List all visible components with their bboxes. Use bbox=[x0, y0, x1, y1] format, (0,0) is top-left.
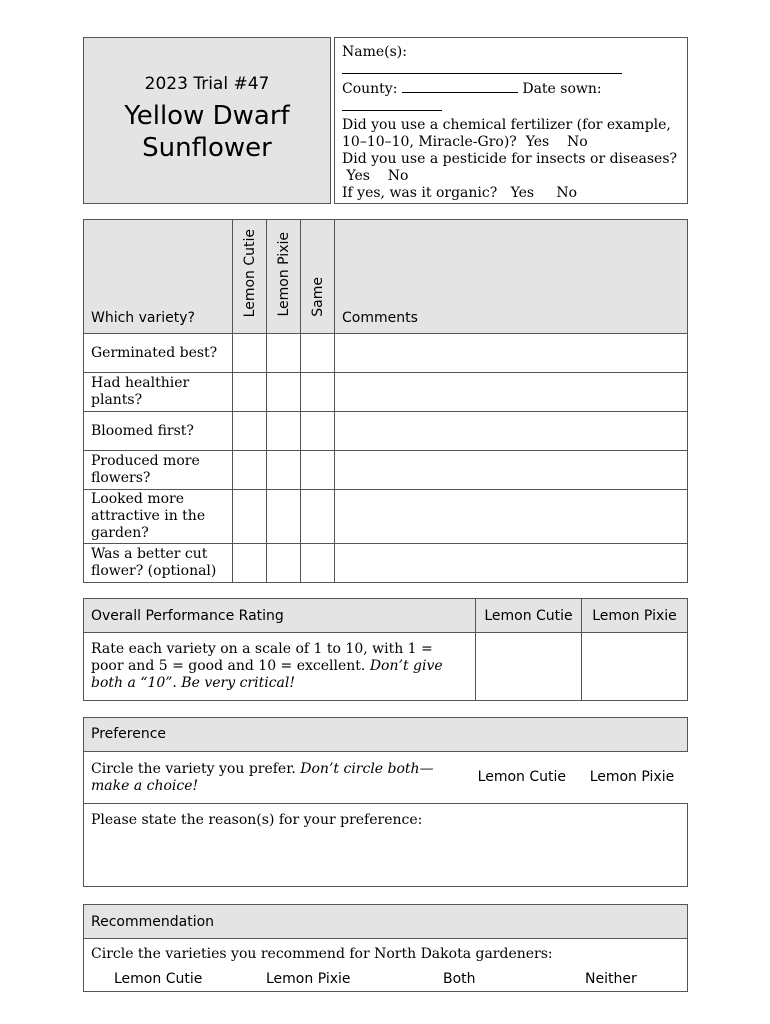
rating-body-row bbox=[84, 633, 688, 701]
question-cell: Was a better cut flower? (optional) bbox=[84, 544, 233, 583]
table-row bbox=[84, 412, 688, 451]
recommendation-table bbox=[83, 904, 688, 992]
lemon-cutie-cell[interactable] bbox=[233, 373, 267, 412]
organic-question: If yes, was it organic? bbox=[342, 185, 498, 201]
recommend-lemon-cutie-option[interactable]: Lemon Cutie bbox=[114, 971, 203, 987]
recommendation-options bbox=[91, 971, 680, 991]
county-label: County: bbox=[342, 81, 398, 97]
lemon-pixie-cell[interactable] bbox=[267, 373, 301, 412]
preference-table bbox=[83, 717, 688, 887]
question-cell: Looked more attractive in the garden? bbox=[84, 490, 233, 544]
fertilizer-no[interactable]: No bbox=[567, 134, 588, 150]
overall-rating-header: Overall Performance Rating bbox=[84, 599, 476, 633]
lemon-cutie-cell[interactable] bbox=[233, 412, 267, 451]
lemon-pixie-cell[interactable] bbox=[267, 412, 301, 451]
lemon-pixie-cell[interactable] bbox=[267, 451, 301, 490]
organic-no[interactable]: No bbox=[556, 185, 578, 201]
recommendation-header-row bbox=[84, 905, 688, 939]
question-cell: Bloomed first? bbox=[84, 412, 233, 451]
title-line-1: Yellow Dwarf bbox=[124, 100, 290, 131]
names-field[interactable] bbox=[342, 61, 622, 74]
title-line-2: Sunflower bbox=[142, 132, 272, 163]
preference-reason-row bbox=[84, 804, 688, 887]
question-cell: Germinated best? bbox=[84, 334, 233, 373]
comments-cell[interactable] bbox=[335, 412, 688, 451]
comments-cell[interactable] bbox=[335, 451, 688, 490]
lemon-cutie-cell[interactable] bbox=[233, 490, 267, 544]
date-sown-field[interactable] bbox=[342, 98, 442, 111]
pesticide-no[interactable]: No bbox=[387, 168, 409, 184]
fertilizer-question: Did you use a chemical fertilizer (for example, 10–10–10, Miracle-Gro)? bbox=[342, 117, 671, 150]
lemon-cutie-column-header: Lemon Cutie bbox=[233, 220, 267, 334]
table-row bbox=[84, 334, 688, 373]
question-cell: Had healthier plants? bbox=[84, 373, 233, 412]
organic-yes[interactable]: Yes bbox=[510, 185, 535, 201]
page-title bbox=[124, 100, 289, 164]
comments-cell[interactable] bbox=[335, 490, 688, 544]
comments-cell[interactable] bbox=[335, 334, 688, 373]
rating-header-row bbox=[84, 599, 688, 633]
lemon-pixie-cell[interactable] bbox=[267, 334, 301, 373]
recommend-both-option[interactable]: Both bbox=[443, 971, 476, 987]
overall-rating-table bbox=[83, 598, 688, 701]
table-row bbox=[84, 373, 688, 412]
table-row bbox=[84, 451, 688, 490]
rating-lemon-cutie-header: Lemon Cutie bbox=[476, 599, 582, 633]
county-field[interactable] bbox=[402, 80, 518, 93]
question-cell: Produced more flowers? bbox=[84, 451, 233, 490]
preference-header-row bbox=[84, 718, 688, 752]
lemon-pixie-cell[interactable] bbox=[267, 544, 301, 583]
recommend-neither-option[interactable]: Neither bbox=[585, 971, 637, 987]
same-cell[interactable] bbox=[301, 373, 335, 412]
rating-lemon-pixie-header: Lemon Pixie bbox=[582, 599, 688, 633]
same-cell[interactable] bbox=[301, 334, 335, 373]
trial-number: 2023 Trial #47 bbox=[144, 73, 270, 94]
preference-header: Preference bbox=[84, 718, 688, 752]
comments-cell[interactable] bbox=[335, 373, 688, 412]
rating-instructions: Rate each variety on a scale of 1 to 10, with 1 = poor and 5 = good and 10 = excellent. Don’t give both a “10”. Be very critical! bbox=[84, 633, 476, 701]
table-row bbox=[84, 544, 688, 583]
recommend-lemon-pixie-option[interactable]: Lemon Pixie bbox=[266, 971, 351, 987]
rating-lemon-cutie-cell[interactable] bbox=[476, 633, 582, 701]
preference-choice-row bbox=[84, 752, 688, 804]
prefer-lemon-pixie-option[interactable]: Lemon Pixie bbox=[576, 752, 687, 804]
prefer-lemon-cutie-option[interactable]: Lemon Cutie bbox=[467, 752, 576, 804]
preference-instructions: Circle the variety you prefer. Don’t circle both—make a choice! bbox=[84, 752, 468, 804]
pesticide-question: Did you use a pesticide for insects or diseases? bbox=[342, 151, 678, 167]
variety-comparison-table bbox=[83, 219, 688, 583]
same-column-header: Same bbox=[301, 220, 335, 334]
title-box bbox=[83, 37, 331, 204]
same-cell[interactable] bbox=[301, 412, 335, 451]
grower-info-box bbox=[334, 37, 688, 204]
preference-reason-field[interactable]: Please state the reason(s) for your preference: bbox=[84, 804, 688, 887]
lemon-cutie-cell[interactable] bbox=[233, 334, 267, 373]
date-sown-label: Date sown: bbox=[522, 81, 602, 97]
which-variety-header: Which variety? bbox=[84, 220, 233, 334]
recommendation-cell bbox=[84, 939, 688, 992]
lemon-cutie-cell[interactable] bbox=[233, 451, 267, 490]
recommendation-header: Recommendation bbox=[84, 905, 688, 939]
comments-header: Comments bbox=[335, 220, 688, 334]
names-label: Name(s): bbox=[342, 44, 407, 60]
same-cell[interactable] bbox=[301, 451, 335, 490]
lemon-pixie-column-header: Lemon Pixie bbox=[267, 220, 301, 334]
same-cell[interactable] bbox=[301, 544, 335, 583]
recommendation-prompt: Circle the varieties you recommend for North Dakota gardeners: bbox=[91, 946, 553, 962]
lemon-cutie-cell[interactable] bbox=[233, 544, 267, 583]
recommendation-body-row bbox=[84, 939, 688, 992]
fertilizer-yes[interactable]: Yes bbox=[525, 134, 550, 150]
table-row bbox=[84, 490, 688, 544]
comments-cell[interactable] bbox=[335, 544, 688, 583]
rating-lemon-pixie-cell[interactable] bbox=[582, 633, 688, 701]
same-cell[interactable] bbox=[301, 490, 335, 544]
pesticide-yes[interactable]: Yes bbox=[346, 168, 370, 184]
variety-table-header bbox=[84, 220, 688, 334]
lemon-pixie-cell[interactable] bbox=[267, 490, 301, 544]
